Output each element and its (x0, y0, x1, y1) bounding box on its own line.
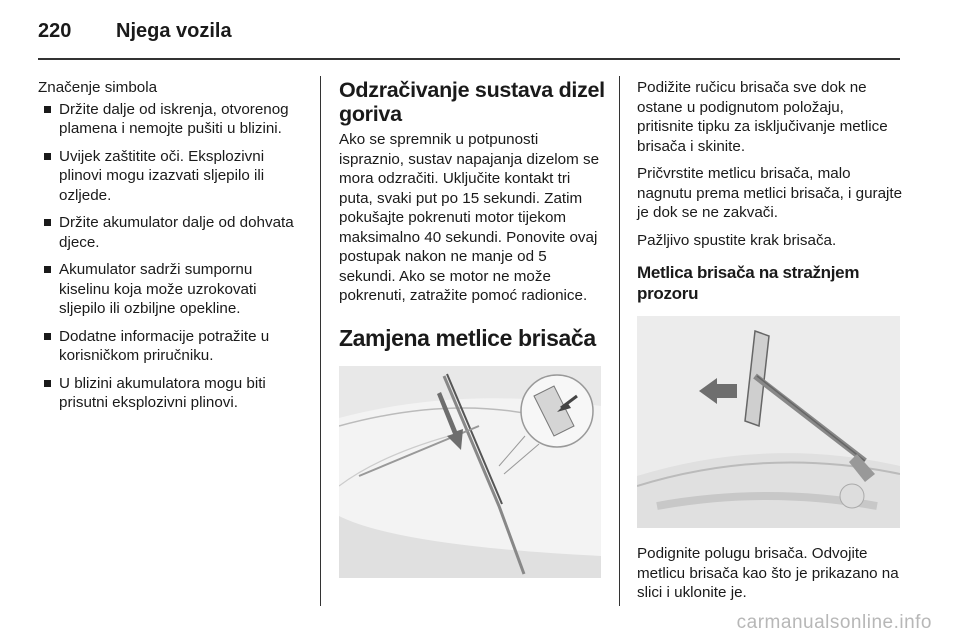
list-item-text: Uvijek zaštitite oči. Eksplozivni plinovi mogu izazvati sljepilo ili ozljede. (59, 147, 265, 204)
header-rule (38, 58, 900, 60)
wiper-step-2: Pričvrstite metlicu brisača, malo nagnutu prema metlici brisača, i gurajte je dok se ne zakvači. (637, 165, 903, 221)
bullet-icon (44, 219, 51, 226)
bullet-icon (44, 153, 51, 160)
list-item (38, 213, 306, 252)
column-divider (320, 76, 321, 606)
windshield-wiper-illustration (339, 366, 601, 578)
bullet-icon (44, 106, 51, 113)
page-number: 220 (38, 20, 72, 42)
symbols-heading: Značenje simbola (38, 79, 158, 96)
list-item (38, 374, 306, 413)
column-1 (38, 78, 306, 421)
column-3 (637, 78, 903, 611)
list-item-text: Dodatne informacije potražite u korisničkom priručniku. (59, 327, 270, 364)
list-item-text: U blizini akumulatora mogu biti prisutni eksplozivni plinovi. (59, 374, 266, 411)
list-item-text: Držite dalje od iskrenja, otvorenog plamena i nemojte pušiti u blizini. (59, 100, 289, 137)
bullet-icon (44, 380, 51, 387)
section-heading-wiper: Zamjena metlice brisača (339, 324, 596, 351)
wiper-step-1: Podižite ručicu brisača sve dok ne ostane u podignutom položaju, pritisnite tipku za isključivanje metlice brisača i skinite. (637, 79, 888, 155)
list-item-text: Akumulator sadrži sumpornu kiselinu koja može uzrokovati sljepilo ili ozbiljne opekline. (59, 261, 257, 317)
list-item (38, 100, 306, 139)
rear-wiper-instructions: Podignite polugu brisača. Odvojite metlicu brisača kao što je prikazano na slici i uklonite je. (637, 545, 899, 601)
column-divider (619, 76, 620, 606)
list-item (38, 327, 306, 366)
section-heading-rear-wiper: Metlica brisača na stražnjem prozoru (637, 263, 860, 303)
safety-list (38, 100, 306, 413)
list-item-text: Držite akumulator dalje od dohvata djece. (59, 214, 294, 251)
rear-wiper-illustration (637, 316, 900, 528)
list-item (38, 260, 306, 319)
list-item (38, 147, 306, 206)
diesel-paragraph: Ako se spremnik u potpunosti ispraznio, sustav napajanja dizelom se mora odzračiti. Uključite kontakt tri puta, svaki put po 15 sekundi. Zatim pokušajte pokrenuti motor tijekom maksimalno 40 sekundi. Ponovite ovaj postupak nakon ne manje od 5 sekundi. Ako se motor ne može pokrenuti, zatražite pomoć radionice. (339, 131, 600, 304)
wiper-step-3: Pažljivo spustite krak brisača. (637, 231, 837, 249)
section-heading-diesel: Odzračivanje sustava dizel goriva (339, 78, 605, 126)
page-title: Njega vozila (116, 20, 232, 42)
column-2 (339, 78, 605, 578)
bullet-icon (44, 266, 51, 273)
bullet-icon (44, 333, 51, 340)
page-header (38, 20, 232, 50)
watermark: carmanualsonline.info (736, 612, 932, 633)
